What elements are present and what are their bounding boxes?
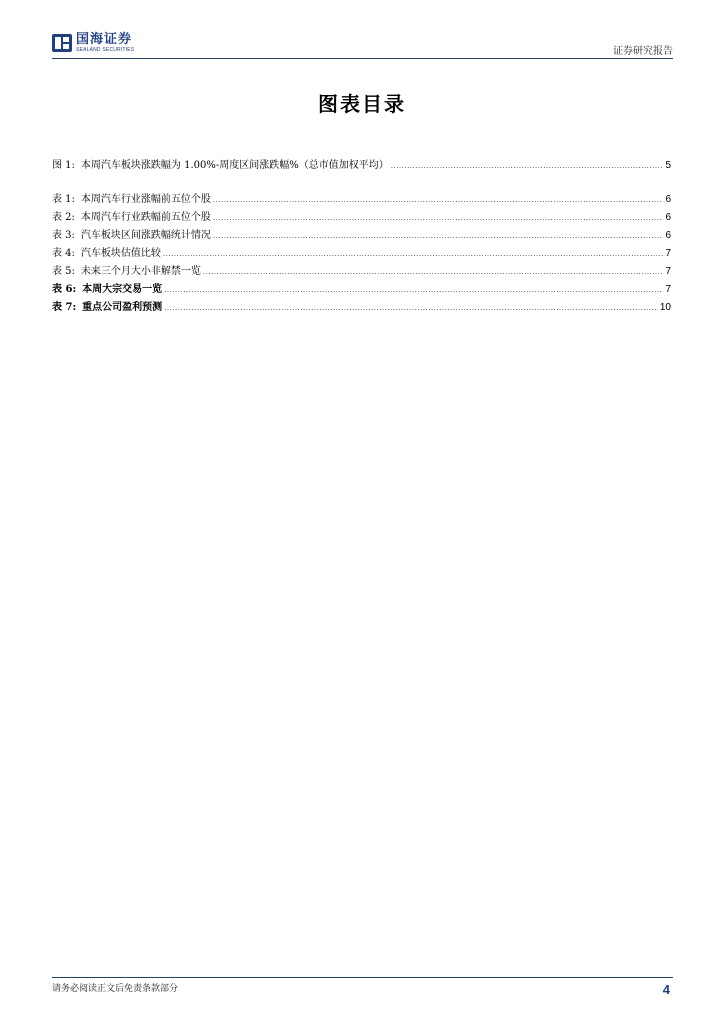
toc-entry-table-5[interactable] <box>52 263 671 281</box>
toc-entry-table-6[interactable] <box>52 281 671 299</box>
toc-leader-dots <box>213 191 664 209</box>
toc-entry-text: 本周汽车板块涨跌幅为 1.00%-周度区间涨跌幅%（总市值加权平均） <box>80 160 389 171</box>
toc-leader-dots <box>213 227 664 245</box>
toc-entry-text: 汽车板块估值比较 <box>80 248 161 259</box>
toc-entry-label: 表 4: <box>52 248 75 259</box>
toc-entry-page: 6 <box>665 230 671 241</box>
footer-divider <box>52 977 673 978</box>
toc-title: 图表目录 <box>318 92 406 116</box>
page-header <box>52 30 673 59</box>
toc-entry-table-7[interactable] <box>52 299 671 317</box>
toc-entry-label: 图 1: <box>52 160 75 171</box>
toc-leader-dots <box>203 263 664 281</box>
toc-entry-page: 6 <box>665 212 671 223</box>
logo-chinese-name: 国海证券 <box>76 32 133 47</box>
page-number: 4 <box>662 982 670 997</box>
toc-leader-dots <box>164 299 658 317</box>
toc-entry-label: 表 6: <box>52 284 77 295</box>
document-type: 证券研究报告 <box>613 46 673 57</box>
toc-leader-dots <box>391 157 664 175</box>
toc-entry-text: 重点公司盈利预测 <box>82 302 163 313</box>
toc-entry-table-3[interactable] <box>52 227 671 245</box>
toc-entry-text: 本周汽车行业涨幅前五位个股 <box>80 194 211 205</box>
toc-entry-page: 6 <box>665 194 671 205</box>
toc-entry-page: 10 <box>659 302 671 313</box>
toc-entry-page: 7 <box>665 248 671 259</box>
toc-entry-text: 汽车板块区间涨跌幅统计情况 <box>80 230 211 241</box>
toc-entry-page: 7 <box>665 266 671 277</box>
toc-entry-label: 表 5: <box>52 266 75 277</box>
toc-entry-label: 表 2: <box>52 212 75 223</box>
toc-entry-figure-1[interactable] <box>52 157 671 175</box>
toc-leader-dots <box>213 209 664 227</box>
toc-entry-label: 表 7: <box>52 302 77 313</box>
toc-entry-table-2[interactable] <box>52 209 671 227</box>
toc-entry-text: 本周大宗交易一览 <box>82 284 163 295</box>
toc-entry-table-1[interactable] <box>52 191 671 209</box>
toc-entry-page: 7 <box>665 284 671 295</box>
toc-entry-text: 未来三个月大小非解禁一览 <box>80 266 201 277</box>
toc-entry-table-4[interactable] <box>52 245 671 263</box>
toc-leader-dots <box>164 281 663 299</box>
disclaimer-note: 请务必阅读正文后免责条款部分 <box>52 984 179 994</box>
sealand-logo-icon <box>52 34 72 52</box>
toc-entry-label: 表 1: <box>52 194 75 205</box>
company-logo <box>52 32 134 54</box>
toc-entry-label: 表 3: <box>52 230 75 241</box>
logo-english-name: SEALAND SECURITIES <box>76 47 135 53</box>
toc-entry-page: 5 <box>665 160 671 171</box>
figure-table-index <box>52 157 671 317</box>
toc-entry-text: 本周汽车行业跌幅前五位个股 <box>80 212 211 223</box>
toc-leader-dots <box>163 245 664 263</box>
